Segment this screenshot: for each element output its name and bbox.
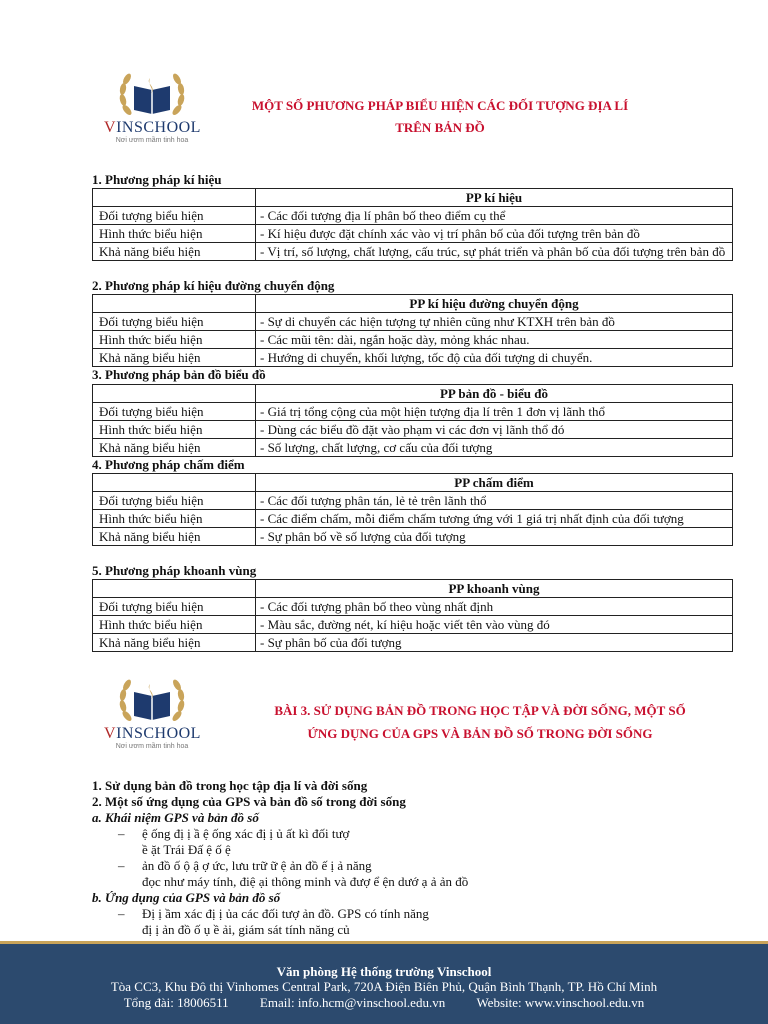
list-item-continuation: ề ặt Trái Đấ ệ ố ệ (142, 842, 231, 857)
page-title: MỘT SỐ PHƯƠNG PHÁP BIỂU HIỆN CÁC ĐỐI TƯỢNG ĐỊA LÍ TRÊN BẢN ĐỒ (251, 98, 629, 135)
footer-email[interactable]: Email: info.hcm@vinschool.edu.vn (259, 995, 446, 1010)
list-item: – Đị ị ầm xác đị ị ủa các đối tượ ản đồ. GPS có tính năng (118, 906, 429, 921)
brand-tagline: Nơi ươm mầm tinh hoa (115, 743, 189, 750)
section-title: 5. Phương pháp khoanh vùng (92, 563, 257, 578)
section-title: 3. Phương pháp bản đồ biểu đồ (92, 367, 266, 382)
table-header: PP kí hiệu (256, 189, 733, 207)
table-row: Khả năng biểu hiện - Hướng di chuyển, khối lượng, tốc độ của đối tượng di chuyển. (93, 349, 733, 367)
lesson-subheading: a. Khái niệm GPS và bản đồ số (92, 810, 259, 825)
table-header: PP kí hiệu đường chuyển động (256, 295, 733, 313)
lesson-heading: 2. Một số ứng dụng của GPS và bản đồ số trong đời sống (92, 794, 406, 809)
brand-tagline: Nơi ươm mầm tinh hoa (115, 137, 189, 144)
table-row: Đối tượng biểu hiện - Sự di chuyển các hiện tượng tự nhiên cũng như KTXH trên bản đồ (93, 313, 733, 331)
table-row: Hình thức biểu hiện - Kí hiệu được đặt chính xác vào vị trí phân bố của đối tượng trên bản đồ (93, 225, 733, 243)
table-row: Hình thức biểu hiện - Dùng các biểu đồ đặt vào phạm vi các đơn vị lãnh thổ đó (93, 421, 733, 439)
footer-phone: Tổng đài: 18006511 (123, 995, 229, 1010)
section-title: 4. Phương pháp chấm điểm (92, 457, 245, 472)
lesson-title: BÀI 3. SỬ DỤNG BẢN ĐỒ TRONG HỌC TẬP VÀ ĐỜI SỐNG, MỘT SỐ ỨNG DỤNG CỦA GPS VÀ BẢN ĐỒ SỐ TRONG ĐỜI SỐNG (274, 703, 686, 741)
method-table (92, 188, 733, 261)
table-row: Đối tượng biểu hiện - Các đối tượng phân tán, lẻ tẻ trên lãnh thổ (93, 492, 733, 510)
method-table (92, 473, 733, 546)
method-table (92, 579, 733, 652)
brand-name: VINSCHOOL (104, 119, 201, 136)
method-table (92, 294, 733, 367)
table-row: Hình thức biểu hiện - Các mũi tên: dài, ngắn hoặc dày, mỏng khác nhau. (93, 331, 733, 349)
table-row: Hình thức biểu hiện - Màu sắc, đường nét, kí hiệu hoặc viết tên vào vùng đó (93, 616, 733, 634)
table-row: Đối tượng biểu hiện - Các đối tượng phân bố theo vùng nhất định (93, 598, 733, 616)
laurel-book-icon (117, 672, 187, 728)
vinschool-logo (104, 66, 200, 145)
lesson-subheading: b. Ứng dụng của GPS và bản đồ số (92, 890, 281, 905)
lesson-heading: 1. Sử dụng bản đồ trong học tập địa lí và đời sống (92, 778, 368, 793)
table-row: Đối tượng biểu hiện - Các đối tượng địa lí phân bố theo điểm cụ thể (93, 207, 733, 225)
table-row: Khả năng biểu hiện - Sự phân bố của đối tượng (93, 634, 733, 652)
laurel-book-icon (117, 66, 187, 122)
list-item-continuation: đọc như máy tính, điệ ại thông minh và đượ ể ện dướ ạ ả ản đồ (142, 874, 469, 889)
vinschool-logo (104, 672, 200, 751)
table-row: Khả năng biểu hiện - Sự phân bố về số lượng của đối tượng (93, 528, 733, 546)
list-item: – ệ ống đị ị ầ ệ ống xác đị ị ủ ất kì đối tượ (118, 826, 350, 841)
footer (0, 944, 768, 1024)
table-header: PP chấm điểm (256, 474, 733, 492)
table-row: Hình thức biểu hiện - Các điểm chấm, mỗi điểm chấm tương ứng với 1 giá trị nhất định của đối tượng (93, 510, 733, 528)
method-table (92, 384, 733, 457)
table-header: PP bản đồ - biểu đồ (256, 385, 733, 403)
table-row: Đối tượng biểu hiện - Giá trị tổng cộng của một hiện tượng địa lí trên 1 đơn vị lãnh thổ (93, 403, 733, 421)
table-row: Khả năng biểu hiện - Số lượng, chất lượng, cơ cấu của đối tượng (93, 439, 733, 457)
footer-contacts (0, 995, 768, 1011)
footer-website[interactable]: Website: www.vinschool.edu.vn (476, 995, 645, 1010)
footer-office: Văn phòng Hệ thống trường Vinschool (276, 964, 492, 979)
section-title: 2. Phương pháp kí hiệu đường chuyển động (92, 278, 335, 293)
footer-address: Tòa CC3, Khu Đô thị Vinhomes Central Park, 720A Điện Biên Phủ, Quận Bình Thạnh, TP. Hồ Chí Minh (110, 979, 658, 994)
brand-name: VINSCHOOL (104, 725, 201, 742)
section-title: 1. Phương pháp kí hiệu (92, 172, 222, 187)
table-header: PP khoanh vùng (256, 580, 733, 598)
list-item: – ản đồ ố ộ ậ ợ ức, lưu trữ ữ ệ ản đồ ế ị ả năng (118, 858, 372, 873)
list-item-continuation: đị ị ản đồ ố ụ ề ải, giám sát tính năng củ (142, 922, 350, 937)
lesson-body (92, 778, 732, 938)
table-row: Khả năng biểu hiện - Vị trí, số lượng, chất lượng, cấu trúc, sự phát triển và phân bố của đối tượng trên bản đồ (93, 243, 733, 261)
